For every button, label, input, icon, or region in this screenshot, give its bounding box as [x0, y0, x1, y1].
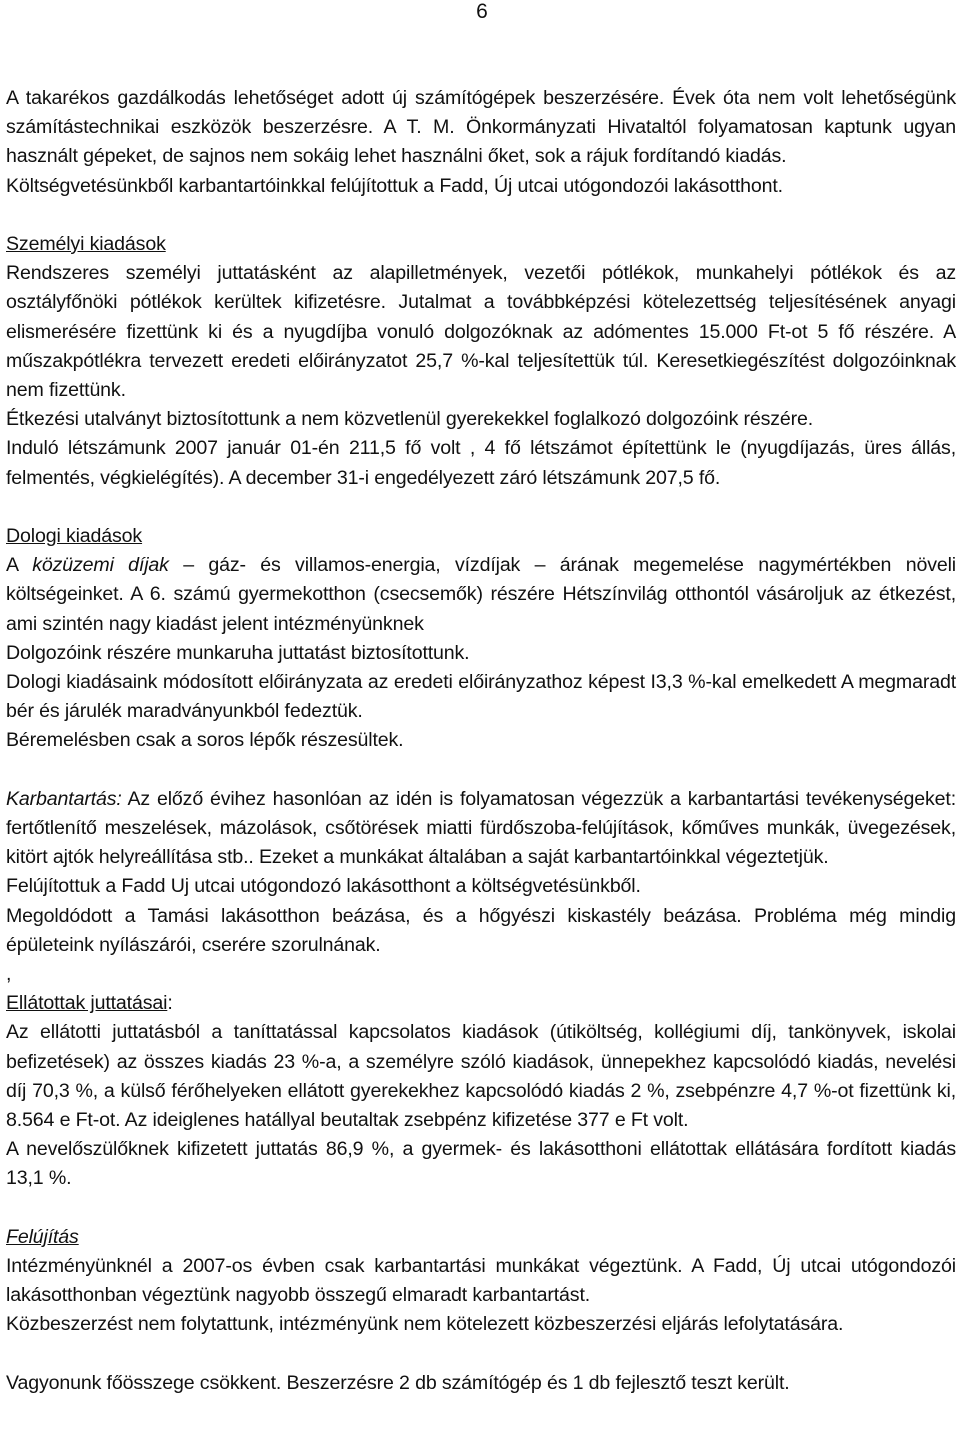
- paragraph-material-appropriation: Dologi kiadásaink módosított előirányzata az eredeti előirányzathoz képest I3,3 %-kal emelkedett A megmaradt bér és járulék maradványunkból fedeztük.: [6, 671, 956, 723]
- paragraph-utility-costs: A közüzemi díjak – gáz- és villamos-energia, vízdíjak – árának megemelése nagymértékben növeli költségeinket. A 6. számú gyermekotthon (csecsemők) részére Hétszínvilág otthontól vásároljuk az étkezést, ami szintén nagy kiadást jelent intézményünknek: [6, 554, 956, 635]
- paragraph-foster-parents: A nevelőszülőknek kifizetett juttatás 86,9 %, a gyermek- és lakásotthoni ellátottak ellátására fordított kiadás 13,1 %.: [6, 1138, 956, 1190]
- paragraph-renovation-work: Intézményünknél a 2007-os évben csak karbantartási munkákat végeztünk. A Fadd, Új utcai utógondozói lakásotthonban végeztünk nagyobb összegű elmaradt karbantartást.: [6, 1255, 956, 1307]
- paragraph-renovation-funding: Költségvetésünkből karbantartóinkkal felújítottuk a Fadd, Új utcai utógondozói lakásotthont.: [6, 174, 783, 197]
- paragraph-computers: A takarékos gazdálkodás lehetőséget adott új számítógépek beszerzésére. Évek óta nem volt lehetőségünk számítástechnikai eszközök beszerzésre. A T. M. Önkormányzati Hivataltól folyamatosan kaptunk ugyan használt gépeket, de sajnos nem sokáig lehet használni őket, sok a rájuk fordítandó kiadás.: [6, 87, 956, 168]
- spacer: [6, 1340, 956, 1369]
- spacer: [6, 201, 956, 230]
- spacer: [6, 1194, 956, 1223]
- paragraph-fadd-renovation: Felújítottuk a Fadd Uj utcai utógondozó lakásotthont a költségvetésünkből.: [6, 875, 641, 898]
- heading-text: Dologi kiadások: [6, 525, 143, 548]
- paragraph-headcount: Induló létszámunk 2007 január 01-én 211,5 fő volt , 4 fő létszámot építettünk le (nyugdíjazás, üres állás, felmentés, végkielégítés). A december 31-i engedélyezett záró létszámunk 207,5 fő.: [6, 437, 956, 489]
- paragraph-workwear: Dolgozóink részére munkaruha juttatást biztosítottunk.: [6, 641, 470, 664]
- paragraph-beneficiary-benefits: Az ellátotti juttatásból a taníttatással kapcsolatos kiadások (útiköltség, kollégiumi díj, tankönyvek, iskolai befizetések) az összes kiadás 23 %-a, a személyre szóló kiadások, ünnepekhez kapcsolódó kiadás, nevelési díj 70,3 %, a külső férőhelyeken ellátott gyerekekhez kapcsolódó kiadás 2 %, zsebpénzre 4,7 %-ot fizettünk ki, 8.564 e Ft-ot. Az ideiglenes hatállyal beutaltak zsebpénz kifizetése 377 e Ft volt.: [6, 1021, 956, 1132]
- paragraph-assets: Vagyonunk főösszege csökkent. Beszerzésre 2 db számítógép és 1 db fejlesztő teszt került.: [6, 1371, 790, 1394]
- section-heading-renovation: [6, 1223, 956, 1252]
- stray-comma: ,: [6, 963, 12, 986]
- heading-text: Felújítás: [6, 1225, 79, 1248]
- section-heading-personnel: [6, 230, 956, 259]
- spacer: [6, 756, 956, 785]
- section-heading-beneficiaries: Ellátottak juttatásai:: [6, 992, 173, 1015]
- page-number: 6: [476, 0, 488, 23]
- heading-text: Ellátottak juttatásai: [6, 992, 168, 1015]
- paragraph-meal-vouchers: Étkezési utalványt biztosítottunk a nem közvetlenül gyerekekkel foglalkozó dolgozóink részére.: [6, 408, 814, 431]
- document-body: [6, 84, 956, 1398]
- paragraph-maintenance: Karbantartás: Az előző évihez hasonlóan az idén is folyamatosan végezzük a karbantartási tevékenységeket: fertőtlenítő meszelések, mázolások, csőtörések miatti fürdőszoba-felújítások, kőműves munkák, üvegezések, kitört ajtók helyreállítása stb.. Ezeket a munkákat általában a saját karbantartóinkkal végeztetjük.: [6, 787, 956, 869]
- maintenance-label: Karbantartás:: [6, 787, 122, 810]
- spacer: [6, 493, 956, 522]
- utility-fees-term: közüzemi díjak: [32, 554, 169, 577]
- heading-text: Személyi kiadások: [6, 233, 166, 255]
- paragraph-public-procurement: Közbeszerzést nem folytattunk, intézményünk nem kötelezett közbeszerzési eljárás lefolytatására.: [6, 1313, 844, 1336]
- paragraph-personnel-allowances: Rendszeres személyi juttatásként az alapilletmények, vezetői pótlékok, munkahelyi pótlékok és az osztályfőnöki pótlékok kerültek kifizetésre. Jutalmat a továbbképzési kötelezettség teljesítésének anyagi elismerésére fizettünk ki és a nyugdíjba vonuló dolgozóknak az adómentes 15.000 Ft-ot 5 fő részére. A műszakpótlékra tervezett eredeti előirányzatot 25,7 %-kal teljesítettük túl. Keresetkiegészítést dolgozóinknak nem fizettünk.: [6, 262, 956, 402]
- section-heading-material: [6, 522, 956, 551]
- paragraph-pay-raise: Béremelésben csak a soros lépők részesültek.: [6, 729, 404, 752]
- paragraph-leak-repairs: Megoldódott a Tamási lakásotthon beázása, és a hőgyészi kiskastély beázása. Probléma még mindig épületeink nyílászárói, cserére szorulnának.: [6, 904, 956, 956]
